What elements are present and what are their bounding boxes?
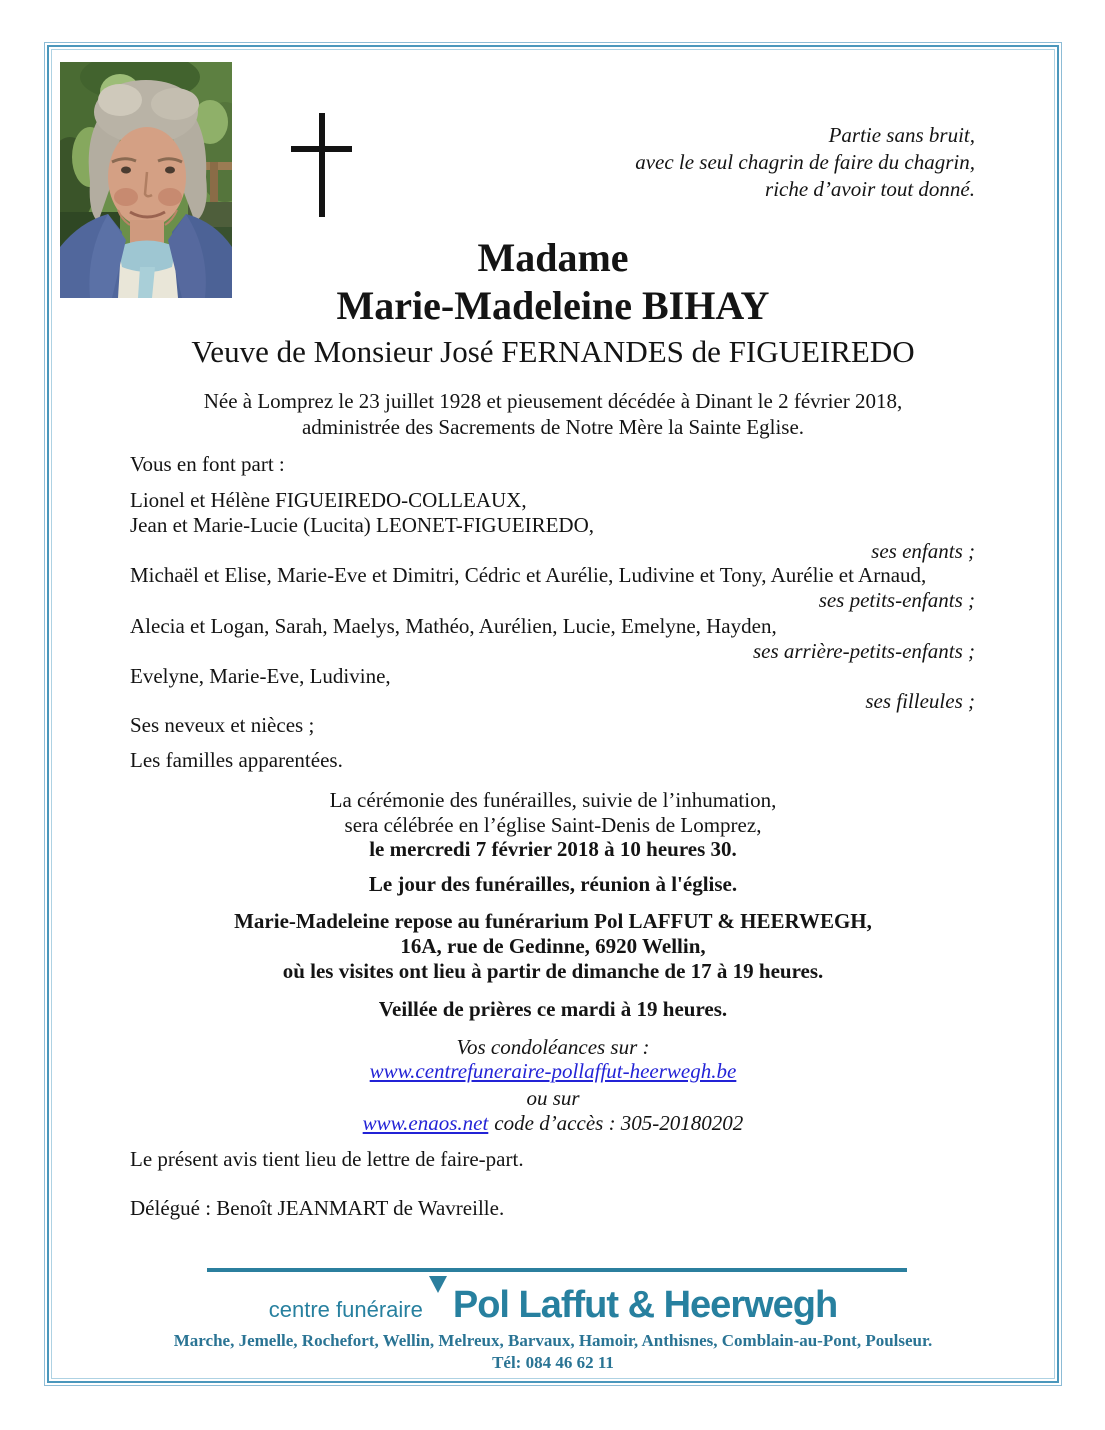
- condolences-or: ou sur: [526, 1086, 580, 1110]
- family-line: Jean et Marie-Lucie (Lucita) LEONET-FIGUEIREDO,: [130, 513, 594, 537]
- logo-triangle-icon: [429, 1276, 447, 1293]
- ceremony-date-line: le mercredi 7 février 2018 à 10 heures 30.: [369, 837, 737, 861]
- epitaph-line: avec le seul chagrin de faire du chagrin,: [635, 150, 975, 174]
- brand-small-label: centre funéraire: [268, 1297, 423, 1322]
- meeting-line: Le jour des funérailles, réunion à l'église.: [368, 872, 738, 896]
- deceased-name: Marie-Madeleine BIHAY: [336, 283, 770, 328]
- epitaph-line: riche d’avoir tout donné.: [765, 177, 975, 201]
- widow-line: Veuve de Monsieur José FERNANDES de FIGUEIREDO: [191, 334, 915, 369]
- family-line: Lionel et Hélène FIGUEIREDO-COLLEAUX,: [130, 488, 527, 512]
- brand-large-label: Pol Laffut & Heerwegh: [452, 1284, 838, 1326]
- condolences-link-2[interactable]: www.enaos.net: [362, 1111, 489, 1135]
- family-line: Alecia et Logan, Sarah, Maelys, Mathéo, Aurélien, Lucie, Emelyne, Hayden,: [130, 614, 777, 638]
- ceremony-line: La cérémonie des funérailles, suivie de l’inhumation,: [329, 788, 777, 812]
- visits-line: où les visites ont lieu à partir de dimanche de 17 à 19 heures.: [282, 959, 824, 983]
- sacraments-line: administrée des Sacrements de Notre Mère la Sainte Eglise.: [301, 415, 805, 439]
- condolences-intro: Vos condoléances sur :: [456, 1035, 650, 1059]
- footer-phone: Tél: 084 46 62 11: [492, 1353, 614, 1372]
- repose-address-line: 16A, rue de Gedinne, 6920 Wellin,: [400, 934, 706, 958]
- access-code: code d’accès : 305-20180202: [494, 1111, 744, 1135]
- relation-line: ses filleules ;: [865, 689, 975, 713]
- relation-line: ses arrière-petits-enfants ;: [752, 639, 975, 663]
- footer-locations: Marche, Jemelle, Rochefort, Wellin, Melreux, Barvaux, Hamoir, Anthisnes, Comblain-au-Pont, Poulseur.: [173, 1331, 933, 1350]
- family-line: Michaël et Elise, Marie-Eve et Dimitri, Cédric et Aurélie, Ludivine et Tony, Aurélie et Arnaud,: [130, 563, 927, 587]
- delegate-line: Délégué : Benoît JEANMART de Wavreille.: [130, 1196, 505, 1220]
- condolences-link-1[interactable]: www.centrefuneraire-pollaffut-heerwegh.be: [369, 1059, 737, 1083]
- families-line: Les familles apparentées.: [130, 748, 343, 772]
- title-salutation: Madame: [477, 235, 629, 280]
- relation-line: ses petits-enfants ;: [818, 588, 975, 612]
- vigil-line: Veillée de prières ce mardi à 19 heures.: [378, 997, 728, 1021]
- ceremony-line: sera célébrée en l’église Saint-Denis de Lomprez,: [344, 813, 762, 837]
- repose-line: Marie-Madeleine repose au funérarium Pol LAFFUT & HEERWEGH,: [234, 909, 872, 933]
- family-line: Evelyne, Marie-Eve, Ludivine,: [130, 664, 391, 688]
- funeral-home-logo: [44, 1284, 1062, 1327]
- footer-divider: [207, 1268, 907, 1272]
- notice-line: Le présent avis tient lieu de lettre de faire-part.: [130, 1147, 524, 1171]
- birth-death-line: Née à Lomprez le 23 juillet 1928 et pieusement décédée à Dinant le 2 février 2018,: [203, 389, 903, 413]
- nephews-line: Ses neveux et nièces ;: [130, 713, 315, 737]
- epitaph-quote: [635, 122, 975, 203]
- epitaph-line: Partie sans bruit,: [828, 123, 975, 147]
- cross-icon: [291, 113, 352, 217]
- announce-intro: Vous en font part :: [130, 452, 285, 476]
- relation-line: ses enfants ;: [871, 539, 975, 563]
